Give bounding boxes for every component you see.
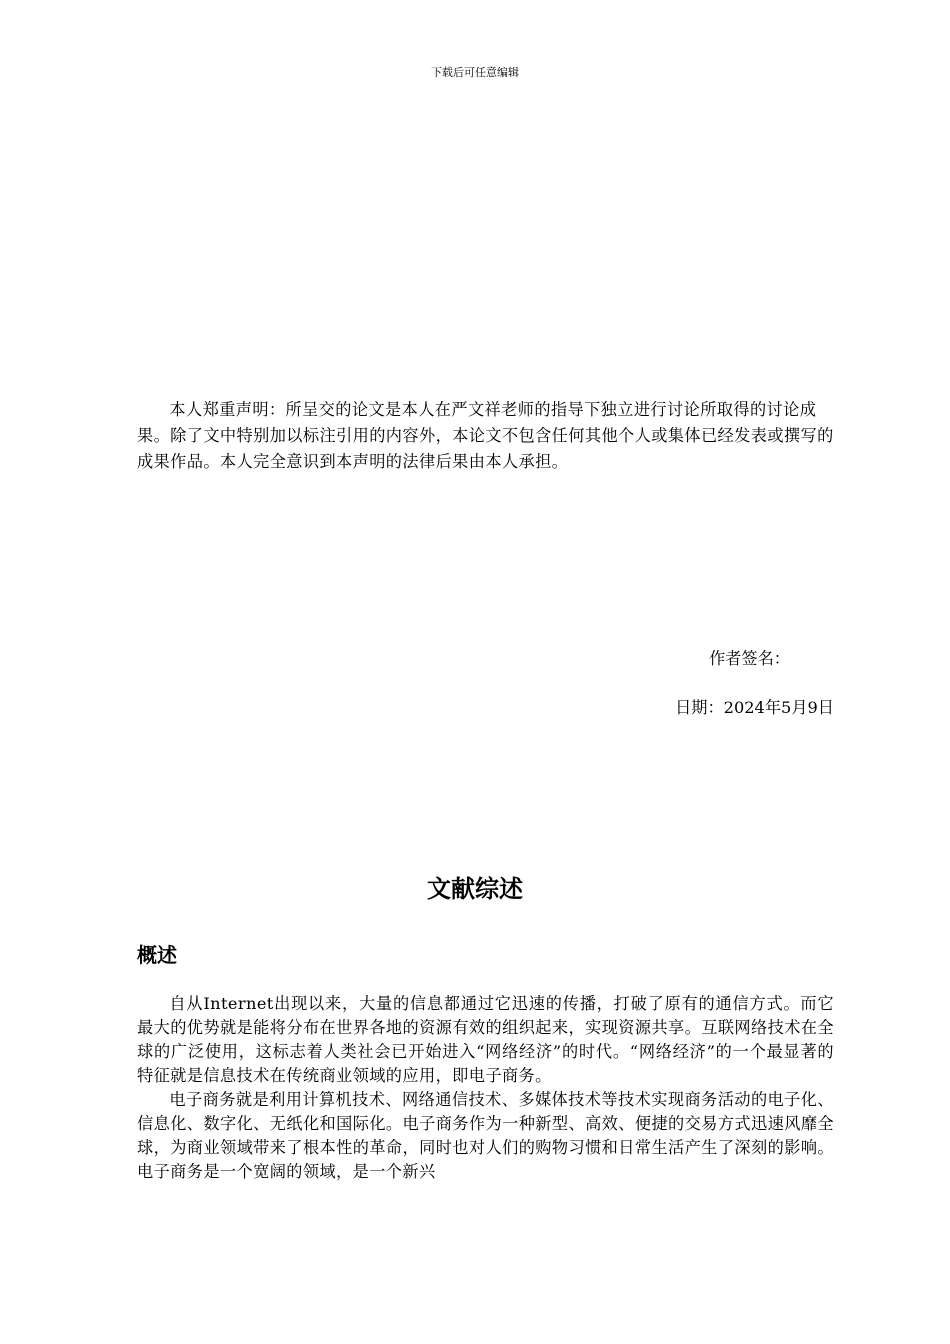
declaration-paragraph: 本人郑重声明：所呈交的论文是本人在严文祥老师的指导下独立进行讨论所取得的讨论成果。除了文中特别加以标注引用的内容外，本论文不包含任何其他个人或集体已经发表或撰写的成果作品。本人完全意识到本声明的法律后果由本人承担。 — [137, 400, 834, 471]
subsection-title: 概述 — [137, 943, 177, 967]
review-paragraph-1: 自从Internet出现以来，大量的信息都通过它迅速的传播，打破了原有的通信方式。而它最大的优势就是能将分布在世界各地的资源有效的组织起来，实现资源共享。互联网络技术在全球的广泛使用，这标志着人类社会已开始进入“网络经济”的时代。“网络经济”的一个最显著的特征就是信息技术在传统商业领域的应用，即电子商务。 — [137, 994, 834, 1085]
author-signature-label: 作者签名： — [709, 649, 790, 668]
signature-date: 日期：2024年5月9日 — [675, 698, 834, 717]
section-title: 文献综述 — [427, 875, 523, 903]
review-body — [137, 992, 834, 1184]
page-header-note: 下载后可任意编辑 — [431, 66, 519, 79]
review-paragraph-2: 电子商务就是利用计算机技术、网络通信技术、多媒体技术等技术实现商务活动的电子化、信息化、数字化、无纸化和国际化。电子商务作为一种新型、高效、便捷的交易方式迅速风靡全球，为商业领域带来了根本性的革命，同时也对人们的购物习惯和日常生活产生了深刻的影响。电子商务是一个宽阔的领域，是一个新兴 — [137, 1090, 834, 1181]
